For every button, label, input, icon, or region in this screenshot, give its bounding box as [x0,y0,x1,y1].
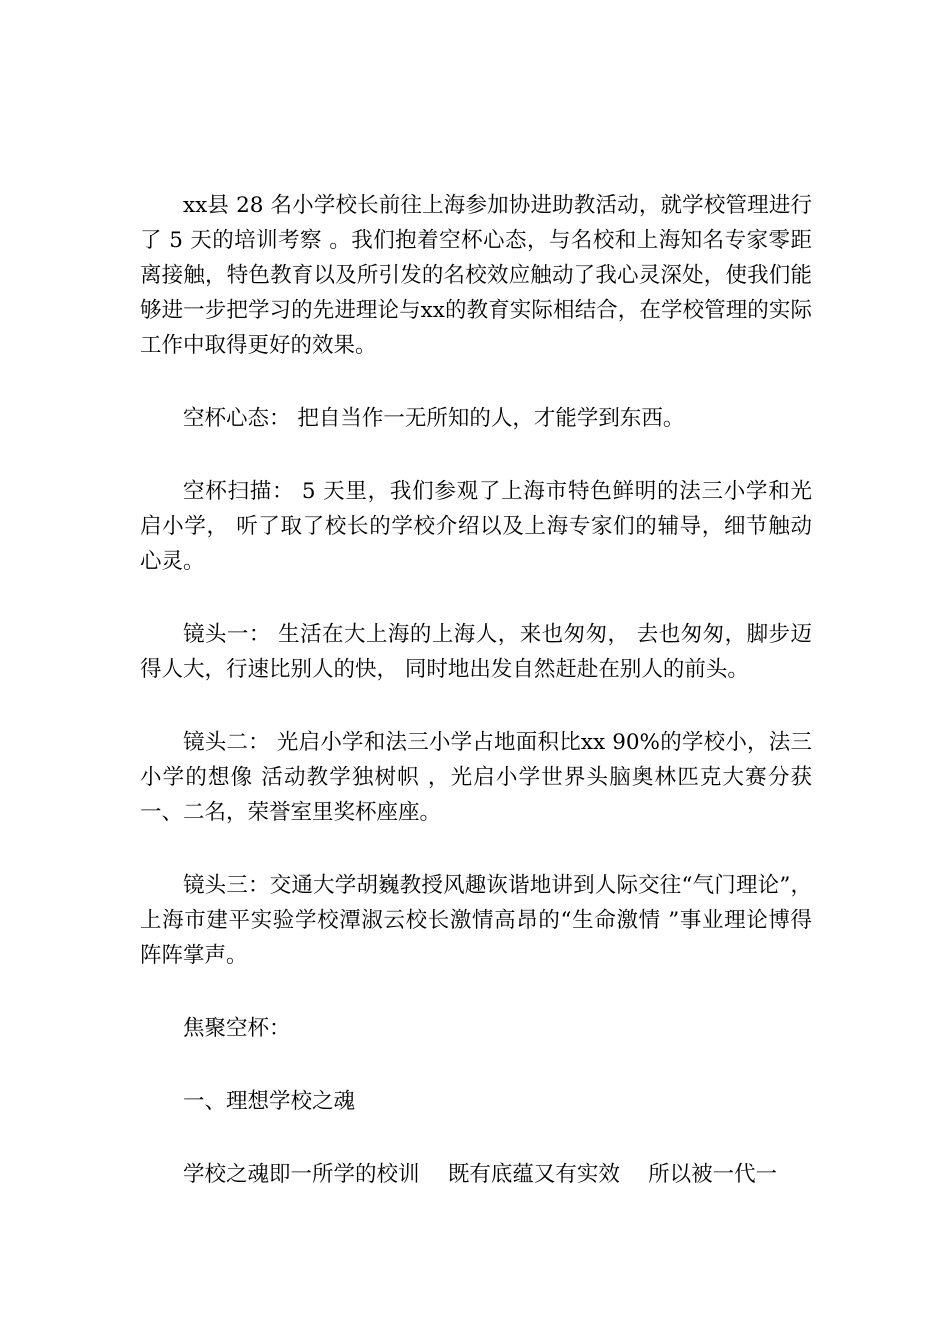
paragraph-scene-one: 镜头一： 生活在大上海的上海人，来也匆匆， 去也匆匆，脚步迈得人大，行速比别人的快， 同时地出发自然赶赴在别人的前头。 [140,622,812,682]
document-page [140,188,812,1192]
heading-ideal-school-soul: 一、理想学校之魂 [183,1089,356,1114]
paragraph-school-soul: 学校之魂即一所学的校训 既有底蕴又有实效 所以被一代一 [183,1162,778,1187]
paragraph-empty-cup-mindset: 空杯心态： 把自当作一无所知的人，才能学到东西。 [183,406,685,431]
paragraph-empty-cup-scan: 空杯扫描： 5 天里，我们参观了上海市特色鲜明的法三小学和光启小学， 听了取了校长的学校介绍以及上海专家们的辅导，细节触动心灵。 [140,479,812,574]
paragraph-scene-three: 镜头三：交通大学胡巍教授风趣诙谐地讲到人际交往“气门理论”，上海市建平实验学校潭淑云校长激情高昂的“生命激情 ”事业理论博得阵阵掌声。 [140,873,812,968]
paragraph-intro: xx县 28 名小学校长前往上海参加协进助教活动，就学校管理进行了 5 天的培训考察 。我们抱着空杯心态，与名校和上海知名专家零距离接触，特色教育以及所引发的名校效应触动了我心灵深处，使我们能够进一步把学习的先进理论与xx的教育实际相结合，在学校管理的实际工作中取得更好的效果。 [140,193,812,358]
paragraph-scene-two: 镜头二： 光启小学和法三小学占地面积比xx 90%的学校小，法三小学的想像 活动教学独树帜 ，光启小学世界头脑奥林匹克大赛分获一、二名，荣誉室里奖杯座座。 [140,730,812,825]
heading-focus-empty-cup: 焦聚空杯： [183,1016,291,1041]
